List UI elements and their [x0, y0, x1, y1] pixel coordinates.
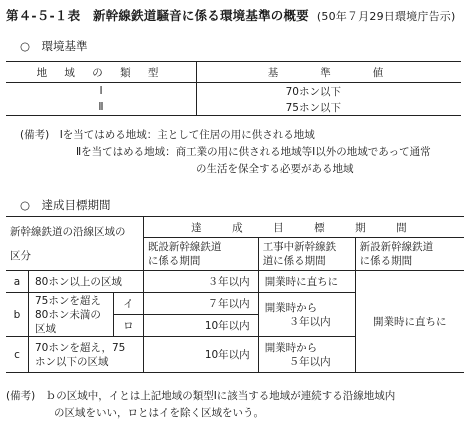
- construction-cell: [258, 293, 355, 337]
- table-title: [6, 6, 455, 24]
- environmental-standard-table: [6, 61, 461, 116]
- header-existing: [143, 238, 258, 271]
- table-row: [6, 83, 461, 100]
- target-period-table: [6, 216, 464, 373]
- header-target-period: 達 成 目 標 期 間: [143, 217, 464, 238]
- header-new: [355, 238, 464, 271]
- construction-cell: [258, 337, 355, 373]
- sub-label: イ: [113, 293, 143, 315]
- note-2: [6, 388, 395, 422]
- note-label: (備考): [20, 129, 50, 141]
- note-line: ｂの区域中，イとは上記地域の類型Ⅰに該当する地域が連続する沿線地域内: [45, 390, 396, 402]
- existing-cell: 10年以内: [143, 337, 258, 373]
- area-cell: 80ホン以上の区域: [28, 271, 143, 293]
- note-line: Ⅱを当てはめる地域：商工業の用に供される地域等Ⅰ以外の地域であって通常: [76, 146, 431, 158]
- header-line: 工事中新幹線鉄: [262, 241, 337, 253]
- type-cell: Ⅱ: [6, 99, 197, 116]
- construction-line: 開業時から: [264, 301, 318, 314]
- existing-cell: ３年以内: [143, 271, 258, 293]
- area-cell: [28, 293, 113, 337]
- table-header-row: [6, 62, 461, 83]
- area-line: 75ホンを超え: [34, 294, 101, 307]
- column-standard-value: 基 準 値: [197, 62, 462, 83]
- table-row: [6, 99, 461, 116]
- note-line: の生活を保全する必要がある地域: [196, 163, 354, 175]
- value-cell: 70ホン以下: [285, 85, 341, 98]
- area-line: ホン以下の区域: [34, 355, 109, 368]
- existing-cell: 10年以内: [143, 315, 258, 337]
- sub-label: ロ: [113, 315, 143, 337]
- existing-cell: ７年以内: [143, 293, 258, 315]
- header-line: に係る期間: [359, 255, 413, 267]
- header-area-line: 区分: [10, 249, 31, 262]
- area-cell: [28, 337, 143, 373]
- value-cell: 75ホン以下: [285, 101, 341, 114]
- header-area-division: [6, 217, 143, 271]
- table-row: [6, 271, 464, 293]
- area-line: 区域: [34, 322, 56, 335]
- header-line: に係る期間: [147, 255, 201, 267]
- construction-line: ３年以内: [288, 315, 331, 328]
- area-line: 70ホンを超え，75: [34, 341, 126, 354]
- note-label: (備考): [6, 390, 36, 402]
- construction-line: 開業時から: [264, 341, 318, 354]
- row-label: c: [6, 337, 28, 373]
- title-main: 第４-５-１表 新幹線鉄道騒音に係る環境基準の概要: [6, 8, 309, 23]
- header-line: 既設新幹線鉄道: [147, 241, 222, 253]
- header-line: 新設新幹線鉄道: [359, 241, 434, 253]
- header-area-line: 新幹線鉄道の沿線区域の: [10, 225, 126, 238]
- note-1: [20, 127, 431, 178]
- title-sub: (50年７月29日環境庁告示): [316, 10, 456, 23]
- construction-cell: 開業時に直ちに: [258, 271, 355, 293]
- header-line: 道に係る期間: [262, 255, 326, 267]
- construction-line: ５年以内: [288, 355, 331, 368]
- type-cell: Ⅰ: [6, 83, 197, 100]
- column-area-type: 地 域 の 類 型: [6, 62, 197, 83]
- new-cell: 開業時に直ちに: [355, 271, 464, 373]
- section-environmental-standard-heading: ○ 環境基準: [20, 39, 88, 53]
- section-target-period-heading: ○ 達成目標期間: [20, 198, 111, 212]
- row-label: b: [6, 293, 28, 337]
- note-line: Ⅰを当てはめる地域：主として住居の用に供される地域: [59, 129, 315, 141]
- row-label: a: [6, 271, 28, 293]
- area-line: 80ホン未満の: [34, 308, 101, 321]
- header-under-construction: [258, 238, 355, 271]
- note-line: の区域をいい，ロとはイを除く区域をいう。: [54, 407, 264, 419]
